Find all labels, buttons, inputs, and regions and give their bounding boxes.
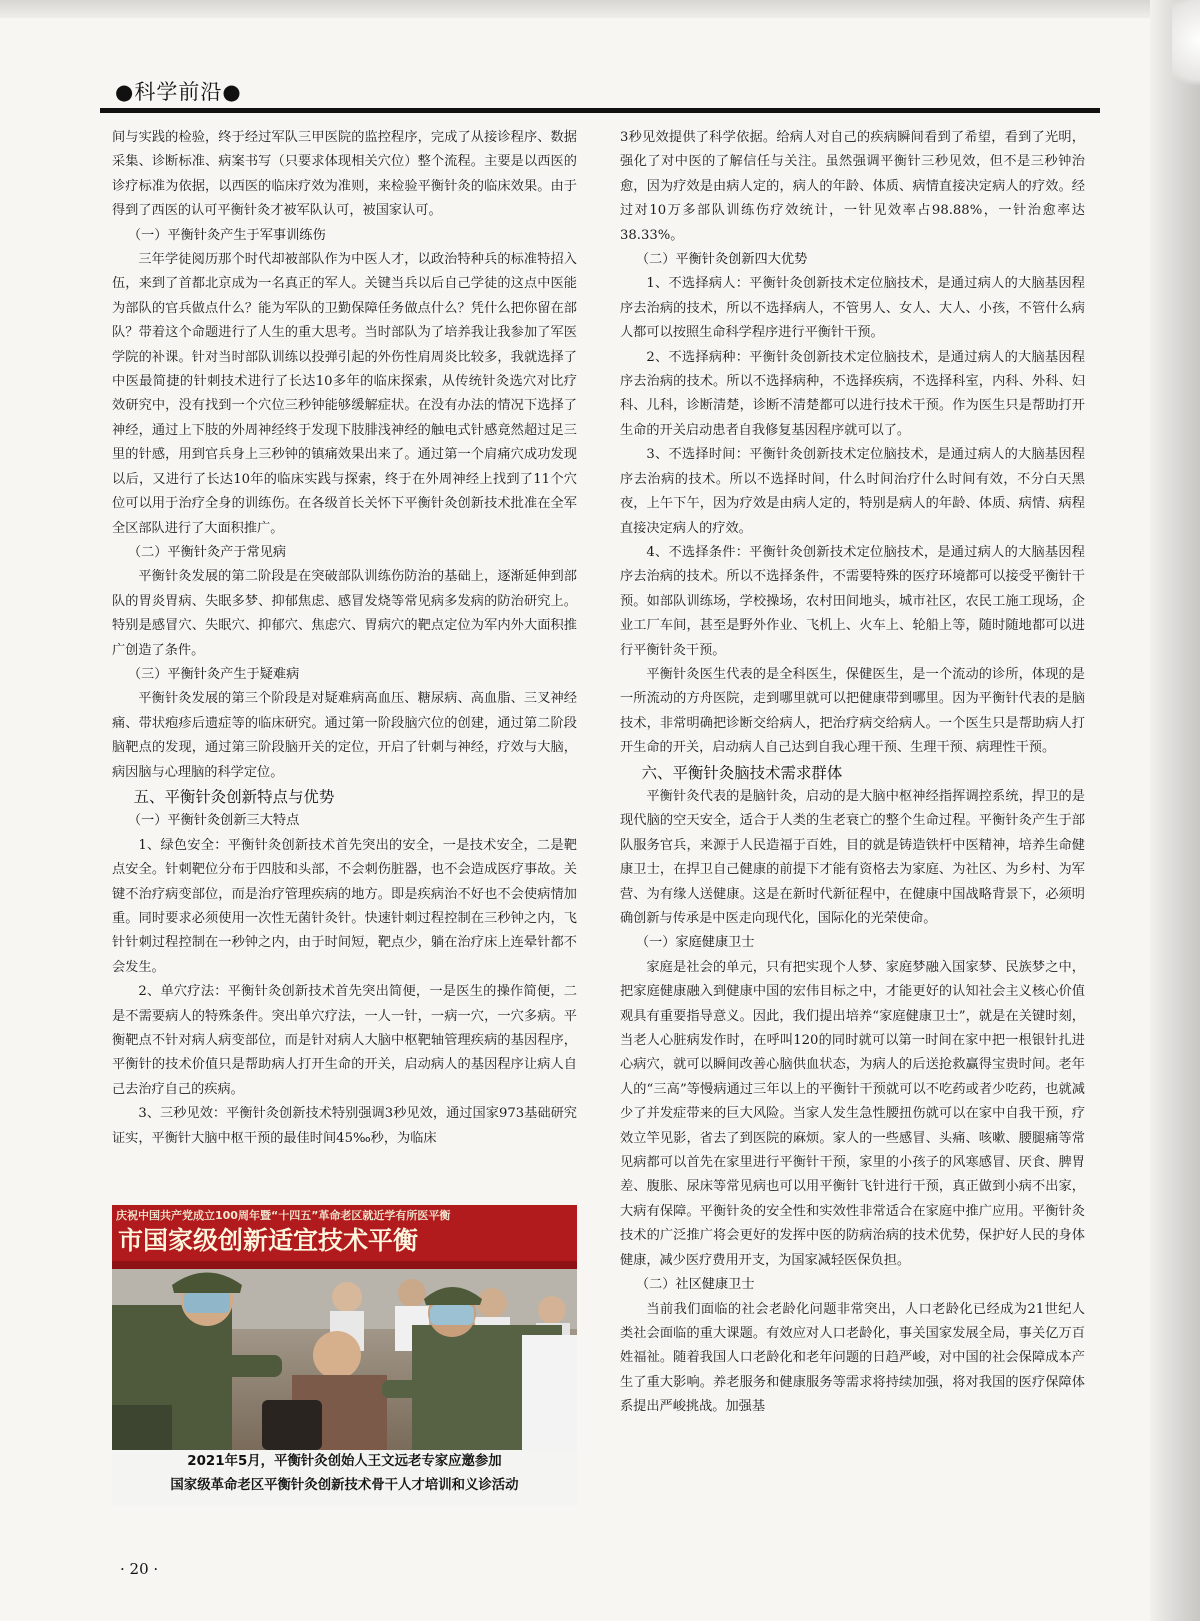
paragraph: 平衡针灸代表的是脑针灸，启动的是大脑中枢神经指挥调控系统，捍卫的是现代脑的空天安全，适合于人类的生老衰亡的整个生命过程。平衡针灸产生于部队服务官兵，来源于人民造福于百姓，目的就是铸造铁杆中医精神，培养生命健康卫士，在捍卫自己健康的前提下才能有资格去为家庭、为社区、为乡村、为军营、为有缘人送健康。这是在新时代新征程中，在健康中国战略背景下，必须明确创新与传承是中医走向现代化，国际化的光荣使命。: [620, 788, 1085, 926]
page-number: · 20 ·: [120, 1560, 159, 1578]
paragraph: 间与实践的检验，终于经过军队三甲医院的监控程序，完成了从接诊程序、数据采集、诊断标准、病案书写（只要求体现相关穴位）整个流程。主要是以西医的诊疗标准为依据，以西医的临床疗效为准则，来检验平衡针灸的临床效果。由于得到了西医的认可平衡针灸才被军队认可，被国家认可。: [112, 130, 577, 219]
patient: [313, 1331, 361, 1379]
page-top-edge: [0, 0, 1175, 18]
event-photo: [112, 1205, 577, 1450]
subsection-heading: （一）平衡针灸创新三大特点: [127, 813, 300, 829]
section-heading: 六、平衡针灸脑技术需求群体: [641, 763, 843, 782]
header-rule: [100, 108, 1100, 113]
photo-caption: [112, 1450, 577, 1506]
paragraph: 1、绿色安全：平衡针灸创新技术首先突出的安全，一是技术安全，二是靶点安全。针刺靶位分布于四肢和头部，不会刺伤脏器，也不会造成医疗事故。关键不治疗病变部位，而是治疗管理疾病的地方。即是疾病治不好也不会使病情加重。同时要求必须使用一次性无菌针灸针。快速针刺过程控制在三秒钟之内，飞针针刺过程控制在一秒钟之内，由于时间短，靶点少，躺在治疗床上连晕针都不会发生。: [112, 837, 577, 975]
paragraph: 平衡针灸医生代表的是全科医生，保健医生，是一个流动的诊所，体现的是一所流动的方舟医院，走到哪里就可以把健康带到哪里。因为平衡针代表的是脑技术，非常明确把诊断交给病人，把治疗病交给病人。一个医生只是帮助病人打开生命的开关，启动病人自己达到自我心理干预、生理干预、病理性干预。: [620, 666, 1085, 756]
page-curl-shadow: [1172, 0, 1200, 100]
paragraph: 平衡针灸发展的第二阶段是在突破部队训练伤防治的基础上，逐渐延伸到部队的胃炎胃病、失眠多梦、抑郁焦虑、感冒发烧等常见病多发病的防治研究上。特别是感冒穴、失眠穴、抑郁穴、焦虑穴、胃病穴的靶点定位为军内外大面积推广创造了条件。: [112, 569, 577, 658]
paragraph: 2、不选择病种：平衡针灸创新技术定位脑技术，是通过病人的大脑基因程序去治病的技术。所以不选择病种，不选择疾病，不选择科室，内科、外科、妇科、儿科，诊断清楚，诊断不清楚都可以进行技术干预。作为医生只是帮助打开生命的开关启动患者自我修复基因程序就可以了。: [620, 349, 1085, 438]
paragraph: 4、不选择条件：平衡针灸创新技术定位脑技术，是通过病人的大脑基因程序去治病的技术。所以不选择条件，不需要特殊的医疗环境都可以接受平衡针干预。如部队训练场，学校操场，农村田间地头，城市社区，农民工施工现场，企业工厂车间，甚至是野外作业、飞机上、火车上、轮船上等，随时随地都可以进行平衡针灸干预。: [620, 544, 1085, 658]
subsection-heading: （二）平衡针灸产于常见病: [127, 544, 287, 560]
page-curl: [1150, 0, 1200, 1621]
subsection-heading: （一）家庭健康卫士: [635, 935, 755, 951]
subsection-heading: （三）平衡针灸产生于疑难病: [127, 666, 300, 682]
subsection-heading: （一）平衡针灸产生于军事训练伤: [127, 227, 326, 243]
paragraph: 3秒见效提供了科学依据。给病人对自己的疾病瞬间看到了希望，看到了光明，强化了对中医的了解信任与关注。虽然强调平衡针三秒见效，但不是三秒钟治愈，因为疗效是由病人定的，病人的年龄、体质、病情直接决定病人的疗效。经过对10万多部队训练伤疗效统计，一针见效率占98.88%，一针治愈率达38.33%。: [620, 130, 1085, 243]
subsection-heading: （二）社区健康卫士: [635, 1277, 755, 1293]
caption-line-1: 2021年5月，平衡针灸创始人王文远老专家应邀参加: [187, 1454, 502, 1469]
paragraph: 3、三秒见效：平衡针灸创新技术特别强调3秒见效，通过国家973基础研究证实，平衡针大脑中枢干预的最佳时间45‰秒，为临床: [112, 1106, 577, 1146]
paragraph: 2、单穴疗法：平衡针灸创新技术首先突出简便，一是医生的操作简便，二是不需要病人的特殊条件。突出单穴疗法，一人一针，一病一穴，一穴多病。平衡靶点不针对病人病变部位，而是针对病人大脑中枢靶轴管理疾病的基因程序，平衡针的技术价值只是帮助病人打开生命的开关，启动病人的基因程序让病人自己去治疗自己的疾病。: [112, 984, 577, 1097]
banner-text-top: 庆祝中国共产党成立100周年暨“十四五”革命老区就近学有所医平衡: [116, 1209, 451, 1222]
subsection-heading: （二）平衡针灸创新四大优势: [635, 252, 808, 268]
paragraph: 当前我们面临的社会老龄化问题非常突出，人口老龄化已经成为21世纪人类社会面临的重大课题。有效应对人口老龄化，事关国家发展全局，事关亿万百姓福祉。随着我国人口老龄化和老年问题的日趋严峻，对中国的社会保障成本产生了重大影响。养老服务和健康服务等需求将持续加强，将对我国的医疗保障体系提出严峻挑战。加强基: [620, 1301, 1085, 1415]
paragraph: 三年学徒阅历那个时代却被部队作为中医人才，以政治特种兵的标准特招入伍，来到了首都北京成为一名真正的军人。关键当兵以后自己学徒的这点中医能为部队的官兵做点什么？能为军队的卫勤保障任务做点什么？凭什么把你留在部队？带着这个命题进行了人生的重大思考。当时部队为了培养我让我参加了军医学院的补课。针对当时部队训练以投弹引起的外伤性肩周炎比较多，我就选择了中医最简捷的针刺技术进行了长达10多年的临床探索，从传统针灸选穴对比疗效研究中，没有找到一个穴位三秒钟能够缓解症状。在没有办法的情况下选择了神经，通过上下肢的外周神经终于发现下肢腓浅神经的触电式针感竟然超过足三里的针感，用到官兵身上三秒钟的镇痛效果出来了。通过第一个肩痛穴成功发现以后，又进行了长达10年的临床实践与探索，终于在外周神经上找到了11个穴位可以用于治疗全身的训练伤。在各级首长关怀下平衡针灸创新技术批准在全军全区部队进行了大面积推广。: [112, 252, 577, 536]
paragraph: 1、不选择病人：平衡针灸创新技术定位脑技术，是通过病人的大脑基因程序去治病的技术，所以不选择病人，不管男人、女人、大人、小孩，不管什么病人都可以按照生命科学程序进行平衡针干预。: [620, 276, 1085, 341]
left-text-column: [112, 126, 577, 1201]
section-title: ●科学前沿●: [115, 80, 242, 104]
section-heading: 五、平衡针灸创新特点与优势: [133, 787, 335, 806]
paragraph: 家庭是社会的单元，只有把实现个人梦、家庭梦融入国家梦、民族梦之中，把家庭健康融入到健康中国的宏伟目标之中，才能更好的认知社会主义核心价值观具有重要指导意义。因此，我们提出培养“家庭健康卫士”，就是在关键时刻，当老人心脏病发作时，在呼叫120的同时就可以第一时间在家中把一根银针扎进心病穴，就可以瞬间改善心脑供血状态，为病人的后送抢救赢得宝贵时间。老年人的“三高”等慢病通过三年以上的平衡针干预就可以不吃药或者少吃药，也就减少了并发症带来的巨大风险。当家人发生急性腰扭伤就可以在家中自我干预，疗效立竿见影，省去了到医院的麻烦。家人的一些感冒、头痛、咳嗽、腰腿痛等常见病都可以首先在家里进行平衡针干预，家里的小孩子的风寒感冒、厌食、脾胃差、腹胀、尿床等常见病也可以用平衡针飞针进行干预，真正做到小病不出家，大病有保障。平衡针灸的安全性和实效性非常适合在家庭中推广应用。平衡针灸技术的广泛推广将会更好的发挥中医的防病治病的技术优势，保护好人民的身体健康，减少医疗费用开支，为国家减轻医保负担。: [620, 959, 1085, 1268]
right-text-column: [620, 126, 1085, 1511]
banner-text-main: 市国家级创新适宜技术平衡: [118, 1226, 419, 1255]
caption-line-2: 国家级革命老区平衡针灸创新技术骨干人才培训和义诊活动: [170, 1478, 519, 1493]
event-photo-illustration: [112, 1205, 577, 1450]
paragraph: 平衡针灸发展的第三个阶段是对疑难病高血压、糖尿病、高血脂、三叉神经痛、带状疱疹后遗症等的临床研究。通过第一阶段脑穴位的创建，通过第二阶段脑靶点的发现，通过第三阶段脑开关的定位，开启了针刺与神经，疗效与大脑，病因脑与心理脑的科学定位。: [112, 691, 577, 780]
paragraph: 3、不选择时间：平衡针灸创新技术定位脑技术，是通过病人的大脑基因程序去治病的技术。所以不选择时间，什么时间治疗什么时间有效，不分白天黑夜，上午下午，因为疗效是由病人定的，特别是病人的年龄、体质、病情、病程直接决定病人的疗效。: [620, 447, 1085, 536]
